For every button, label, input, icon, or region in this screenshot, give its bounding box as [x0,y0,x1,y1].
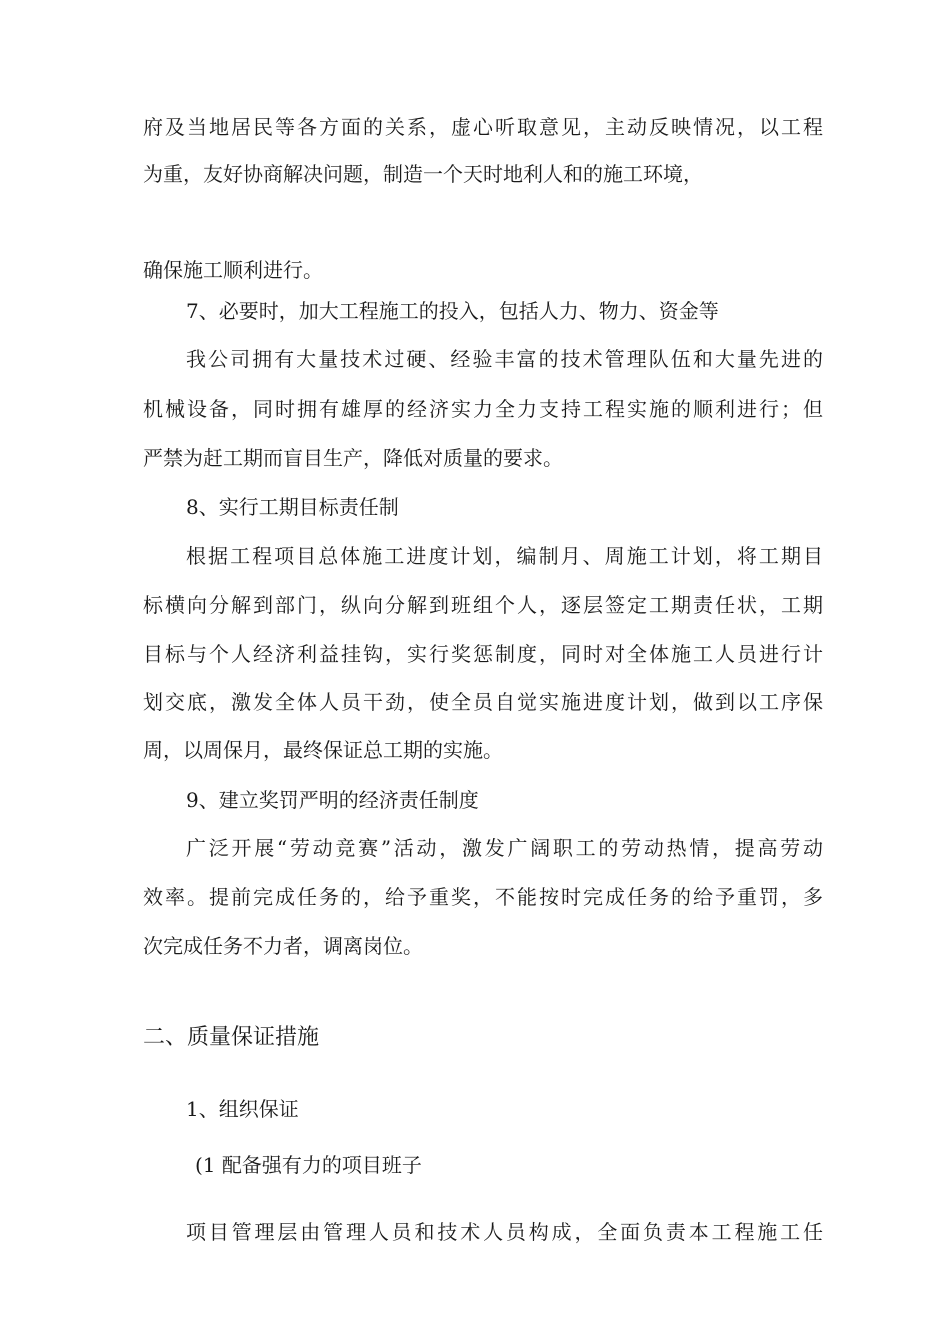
section-heading: 二、质量保证措施 [143,1025,320,1050]
item-heading-9: 9、建立奖罚严明的经济责任制度 [186,788,479,812]
paragraph-line: 为重，友好协商解决问题，制造一个天时地利人和的施工环境， [143,162,703,186]
paragraph-line: 机械设备，同时拥有雄厚的经济实力全力支持工程实施的顺利进行；但 [143,397,823,421]
paragraph-line: 项目管理层由管理人员和技术人员构成，全面负责本工程施工任 [186,1220,823,1244]
sub-item-heading: (1 配备强有力的项目班子 [195,1153,422,1177]
paragraph-line: 严禁为赶工期而盲目生产，降低对质量的要求。 [143,446,563,470]
paragraph-line: 次完成任务不力者，调离岗位。 [143,934,423,958]
paragraph-line: 府及当地居民等各方面的关系，虚心听取意见，主动反映情况，以工程 [143,115,823,139]
paragraph-line: 划交底，激发全体人员干劲，使全员自觉实施进度计划，做到以工序保 [143,690,823,714]
paragraph-line: 广泛开展“劳动竞赛”活动，激发广阔职工的劳动热情，提高劳动 [186,836,823,860]
paragraph-line: 标横向分解到部门，纵向分解到班组个人，逐层签定工期责任状，工期 [143,593,823,617]
subsection-heading: 1、组织保证 [186,1097,299,1121]
item-heading-7: 7、必要时，加大工程施工的投入，包括人力、物力、资金等 [186,299,719,323]
paragraph-line: 根据工程项目总体施工进度计划，编制月、周施工计划，将工期目 [186,544,823,568]
paragraph-line: 目标与个人经济利益挂钩，实行奖惩制度，同时对全体施工人员进行计 [143,642,823,666]
paragraph-line: 我公司拥有大量技术过硬、经验丰富的技术管理队伍和大量先进的 [186,347,823,371]
paragraph-line: 周，以周保月，最终保证总工期的实施。 [143,738,503,762]
item-heading-8: 8、实行工期目标责任制 [186,495,399,519]
paragraph-line: 效率。提前完成任务的，给予重奖，不能按时完成任务的给予重罚，多 [143,885,823,909]
paragraph-line: 确保施工顺利进行。 [143,258,323,282]
